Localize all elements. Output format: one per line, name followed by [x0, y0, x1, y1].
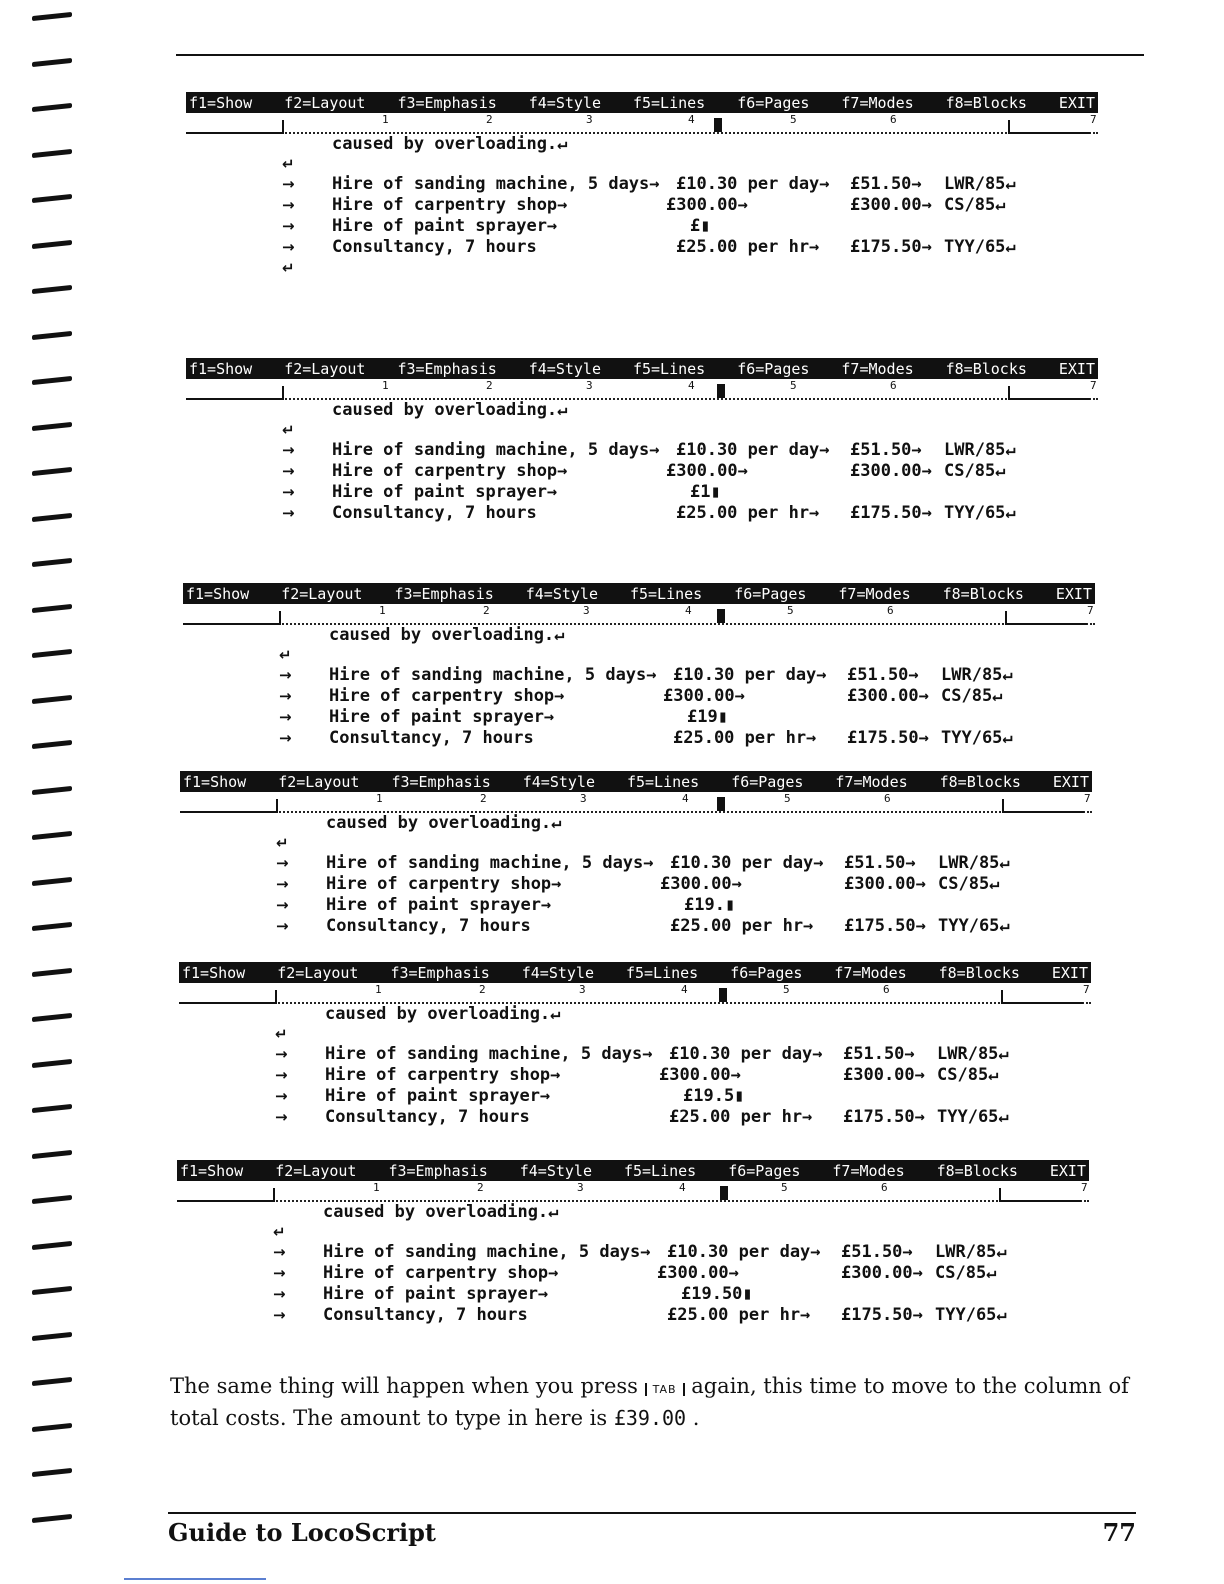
menu-item[interactable]: EXIT	[1051, 963, 1088, 982]
menu-item[interactable]: f2=Layout	[284, 359, 366, 378]
total-value: £175.50→	[841, 1305, 923, 1325]
code-value: LWR/85↵	[937, 1044, 1009, 1064]
ruler-tick-label: 5	[787, 604, 794, 617]
code-value: CS/85↵	[938, 874, 1000, 894]
tab-mark: →	[282, 238, 295, 256]
ruler-cursor	[717, 797, 725, 811]
code-value: TYY/65↵	[944, 503, 1016, 523]
rate-value: £300.00→	[657, 1263, 739, 1283]
margin-mark	[32, 57, 72, 66]
menu-item[interactable]: f6=Pages	[734, 584, 807, 603]
rate-value: £300.00→	[660, 874, 742, 894]
left-margin-marker	[279, 611, 281, 625]
ruler-cursor	[717, 609, 725, 623]
ruler-tick-label: 6	[890, 113, 897, 126]
item-description: Hire of sanding machine, 5 days→	[325, 1044, 653, 1064]
menu-item[interactable]: f1=Show	[180, 1161, 244, 1180]
ruler-tick-label: 4	[682, 792, 689, 805]
item-description: Hire of sanding machine, 5 days→	[332, 174, 660, 194]
code-value: LWR/85↵	[944, 440, 1016, 460]
bottom-accent-rule	[124, 1578, 266, 1580]
item-description: Hire of sanding machine, 5 days→	[326, 853, 654, 873]
tab-mark: →	[282, 217, 295, 235]
item-description: Consultancy, 7 hours	[326, 916, 531, 936]
body-paragraph	[170, 1372, 1150, 1433]
total-value: £300.00→	[850, 461, 932, 481]
total-value: £300.00→	[844, 874, 926, 894]
amount-value: £39.00	[613, 1406, 687, 1430]
tab-mark: →	[282, 175, 295, 193]
ruler-margin-segment	[1001, 1200, 1081, 1202]
item-description: Hire of paint sprayer→	[326, 895, 552, 915]
ruler-margin-segment	[180, 811, 276, 813]
rate-value: £10.30 per day→	[670, 853, 824, 873]
menu-item[interactable]: f3=Emphasis	[397, 93, 497, 112]
margin-mark	[32, 285, 72, 294]
ruler-tick-label: 6	[883, 983, 890, 996]
ruler-margin-segment	[1010, 398, 1090, 400]
heading-line: caused by overloading.↵	[332, 134, 568, 154]
menu-item[interactable]: f7=Modes	[841, 359, 914, 378]
footer-title: Guide to LocoScript	[168, 1518, 436, 1547]
margin-mark	[32, 922, 72, 931]
ruler-tick-label: 3	[583, 604, 590, 617]
return-mark: ↵	[282, 259, 295, 277]
menu-item[interactable]: f1=Show	[183, 772, 247, 791]
menu-item[interactable]: f4=Style	[528, 93, 601, 112]
item-description: Hire of paint sprayer→	[332, 216, 558, 236]
item-description: Hire of sanding machine, 5 days→	[329, 665, 657, 685]
ruler-tick-label: 1	[379, 604, 386, 617]
tab-mark: →	[275, 1108, 288, 1126]
return-mark: ↵	[275, 1025, 288, 1043]
tab-ruler	[180, 793, 1092, 813]
rate-value: £25.00 per hr→	[673, 728, 817, 748]
tab-mark: →	[276, 896, 289, 914]
item-description: Hire of paint sprayer→	[329, 707, 555, 727]
menu-item[interactable]: f1=Show	[189, 359, 253, 378]
function-key-menu-bar	[186, 92, 1098, 113]
margin-mark	[32, 1286, 72, 1295]
ruler-tick-label: 3	[580, 792, 587, 805]
total-value: £175.50→	[847, 728, 929, 748]
menu-item[interactable]: EXIT	[1058, 359, 1095, 378]
ruler-margin-segment	[179, 1002, 275, 1004]
code-value: TYY/65↵	[935, 1305, 1007, 1325]
code-value: LWR/85↵	[941, 665, 1013, 685]
ruler-tick-label: 4	[679, 1181, 686, 1194]
tab-mark: →	[282, 462, 295, 480]
ruler-tick-label: 6	[887, 604, 894, 617]
margin-mark	[32, 785, 72, 794]
tab-ruler	[177, 1182, 1089, 1202]
code-value: CS/85↵	[941, 686, 1003, 706]
margin-mark	[32, 876, 72, 885]
menu-item[interactable]: f7=Modes	[835, 772, 908, 791]
code-value: TYY/65↵	[938, 916, 1010, 936]
ruler-tick-label: 3	[579, 983, 586, 996]
rate-value: £25.00 per hr→	[676, 237, 820, 257]
margin-mark	[32, 967, 72, 976]
menu-item[interactable]: f5=Lines	[632, 359, 706, 378]
tab-mark: →	[282, 483, 295, 501]
menu-item[interactable]: EXIT	[1049, 1161, 1086, 1180]
margin-mark	[32, 194, 72, 203]
menu-item[interactable]: f1=Show	[186, 584, 250, 603]
ruler-cursor	[719, 988, 727, 1002]
menu-item[interactable]: f6=Pages	[737, 93, 810, 112]
item-description: Hire of paint sprayer→	[325, 1086, 551, 1106]
body-text-part: again, this time to move to the column of total costs. The amount to type in here is	[170, 1374, 1129, 1430]
margin-mark	[32, 1513, 72, 1522]
margin-mark	[32, 512, 72, 521]
margin-mark	[32, 558, 72, 567]
return-mark: ↵	[273, 1223, 286, 1241]
page-number: 77	[1102, 1518, 1136, 1547]
ruler-tick-label: 7	[1081, 1181, 1088, 1194]
ruler-cursor	[714, 118, 722, 132]
tab-mark: →	[273, 1264, 286, 1282]
heading-line: caused by overloading.↵	[325, 1004, 561, 1024]
tab-mark: →	[279, 729, 292, 747]
item-description: Consultancy, 7 hours	[332, 237, 537, 257]
menu-item[interactable]: f7=Modes	[834, 963, 907, 982]
ruler-tick-label: 3	[577, 1181, 584, 1194]
margin-mark	[32, 103, 72, 112]
return-mark: ↵	[276, 834, 289, 852]
top-rule	[176, 54, 1144, 56]
margin-mark	[32, 1468, 72, 1477]
total-value: £51.50→	[843, 1044, 915, 1064]
ruler-tick-label: 5	[790, 113, 797, 126]
rate-value: £25.00 per hr→	[669, 1107, 813, 1127]
rate-value: £25.00 per hr→	[670, 916, 814, 936]
total-value: £51.50→	[850, 440, 922, 460]
binding-margin-marks	[26, 0, 86, 1584]
item-description: Hire of carpentry shop→	[332, 195, 568, 215]
menu-item[interactable]: f3=Emphasis	[388, 1161, 488, 1180]
tab-mark: →	[279, 708, 292, 726]
margin-mark	[32, 12, 72, 21]
margin-mark	[32, 694, 72, 703]
margin-mark	[32, 1422, 72, 1431]
menu-item[interactable]: f3=Emphasis	[390, 963, 490, 982]
item-description: Hire of carpentry shop→	[325, 1065, 561, 1085]
ruler-tick-label: 3	[586, 379, 593, 392]
ruler-margin-segment	[183, 623, 279, 625]
ruler-tick-label: 4	[688, 113, 695, 126]
total-value: £175.50→	[844, 916, 926, 936]
margin-mark	[32, 1240, 72, 1249]
margin-mark	[32, 330, 72, 339]
function-key-menu-bar	[180, 771, 1092, 792]
tab-mark: →	[276, 875, 289, 893]
function-key-menu-bar	[179, 962, 1091, 983]
rate-value: £25.00 per hr→	[667, 1305, 811, 1325]
margin-mark	[32, 1331, 72, 1340]
tab-mark: →	[276, 854, 289, 872]
code-value: CS/85↵	[937, 1065, 999, 1085]
typed-amount: £19.▮	[684, 895, 736, 915]
rate-value: £25.00 per hr→	[676, 503, 820, 523]
menu-item[interactable]: f1=Show	[182, 963, 246, 982]
tab-ruler	[183, 605, 1095, 625]
tab-mark: →	[275, 1045, 288, 1063]
return-mark: ↵	[279, 646, 292, 664]
ruler-tick-label: 6	[881, 1181, 888, 1194]
code-value: LWR/85↵	[944, 174, 1016, 194]
ruler-tick-label: 7	[1087, 604, 1094, 617]
typed-amount: £1▮	[690, 482, 721, 502]
left-margin-marker	[282, 120, 284, 134]
code-value: LWR/85↵	[938, 853, 1010, 873]
menu-item[interactable]: f4=Style	[522, 772, 595, 791]
ruler-tick-label: 2	[486, 379, 493, 392]
function-key-menu-bar	[183, 583, 1095, 604]
rate-value: £300.00→	[663, 686, 745, 706]
heading-line: caused by overloading.↵	[332, 400, 568, 420]
total-value: £175.50→	[850, 237, 932, 257]
left-margin-marker	[282, 386, 284, 400]
margin-mark	[32, 603, 72, 612]
ruler-tick-label: 1	[382, 113, 389, 126]
menu-item[interactable]: f3=Emphasis	[394, 584, 494, 603]
rate-value: £300.00→	[666, 461, 748, 481]
code-value: TYY/65↵	[944, 237, 1016, 257]
menu-item[interactable]: f8=Blocks	[938, 963, 1020, 982]
ruler-tick-label: 6	[890, 379, 897, 392]
ruler-tick-label: 4	[688, 379, 695, 392]
menu-item[interactable]: f2=Layout	[275, 1161, 357, 1180]
margin-mark	[32, 148, 72, 157]
tab-ruler	[186, 114, 1098, 134]
menu-item[interactable]: EXIT	[1055, 584, 1092, 603]
menu-item[interactable]: f5=Lines	[626, 772, 700, 791]
item-description: Hire of paint sprayer→	[332, 482, 558, 502]
rate-value: £10.30 per day→	[676, 440, 830, 460]
margin-mark	[32, 740, 72, 749]
tab-mark: →	[282, 196, 295, 214]
margin-mark	[32, 1104, 72, 1113]
total-value: £300.00→	[841, 1263, 923, 1283]
tab-mark: →	[282, 441, 295, 459]
ruler-tick-label: 1	[373, 1181, 380, 1194]
menu-item[interactable]: f7=Modes	[841, 93, 914, 112]
code-value: CS/85↵	[944, 195, 1006, 215]
menu-item[interactable]: f3=Emphasis	[397, 359, 497, 378]
code-value: CS/85↵	[935, 1263, 997, 1283]
margin-mark	[32, 376, 72, 385]
menu-item[interactable]: f5=Lines	[632, 93, 706, 112]
rate-value: £300.00→	[666, 195, 748, 215]
menu-item[interactable]: EXIT	[1052, 772, 1089, 791]
ruler-tick-label: 1	[375, 983, 382, 996]
ruler-cursor	[717, 384, 725, 398]
menu-item[interactable]: f2=Layout	[281, 584, 363, 603]
total-value: £175.50→	[850, 503, 932, 523]
total-value: £300.00→	[850, 195, 932, 215]
left-margin-marker	[276, 799, 278, 813]
ruler-margin-segment	[1010, 132, 1090, 134]
ruler-tick-label: 2	[480, 792, 487, 805]
typed-amount: £19.5▮	[683, 1086, 745, 1106]
menu-item[interactable]: f8=Blocks	[939, 772, 1021, 791]
margin-mark	[32, 1149, 72, 1158]
ruler-tick-label: 5	[790, 379, 797, 392]
typed-amount: £19▮	[687, 707, 728, 727]
menu-item[interactable]: f6=Pages	[737, 359, 810, 378]
tab-mark: →	[273, 1306, 286, 1324]
menu-item[interactable]: f5=Lines	[625, 963, 699, 982]
ruler-margin-segment	[186, 132, 282, 134]
menu-item[interactable]: f6=Pages	[728, 1161, 801, 1180]
ruler-tick-label: 2	[479, 983, 486, 996]
code-value: CS/85↵	[944, 461, 1006, 481]
return-mark: ↵	[282, 421, 295, 439]
ruler-tick-label: 1	[376, 792, 383, 805]
body-text-part: The same thing will happen when you press	[170, 1374, 645, 1398]
total-value: £300.00→	[843, 1065, 925, 1085]
tab-mark: →	[276, 917, 289, 935]
heading-line: caused by overloading.↵	[329, 625, 565, 645]
menu-item[interactable]: f3=Emphasis	[391, 772, 491, 791]
rate-value: £10.30 per day→	[676, 174, 830, 194]
menu-item[interactable]: f8=Blocks	[936, 1161, 1018, 1180]
ruler-tick-label: 2	[483, 604, 490, 617]
ruler-tick-label: 7	[1084, 792, 1091, 805]
menu-item[interactable]: f4=Style	[521, 963, 594, 982]
ruler-tick-label: 5	[783, 983, 790, 996]
code-value: LWR/85↵	[935, 1242, 1007, 1262]
total-value: £51.50→	[844, 853, 916, 873]
menu-item[interactable]: f6=Pages	[730, 963, 803, 982]
ruler-cursor	[720, 1186, 728, 1200]
margin-mark	[32, 1058, 72, 1067]
total-value: £51.50→	[841, 1242, 913, 1262]
code-value: TYY/65↵	[941, 728, 1013, 748]
menu-item[interactable]: f6=Pages	[731, 772, 804, 791]
tab-ruler	[186, 380, 1098, 400]
margin-mark	[32, 239, 72, 248]
margin-mark	[32, 421, 72, 430]
body-text-end: .	[686, 1406, 700, 1430]
item-description: Hire of carpentry shop→	[329, 686, 565, 706]
left-margin-marker	[275, 990, 277, 1004]
ruler-margin-segment	[1007, 623, 1087, 625]
tab-mark: →	[273, 1285, 286, 1303]
menu-item[interactable]: f7=Modes	[832, 1161, 905, 1180]
tab-mark: →	[282, 504, 295, 522]
total-value: £51.50→	[847, 665, 919, 685]
heading-line: caused by overloading.↵	[323, 1202, 559, 1222]
menu-item[interactable]: f8=Blocks	[945, 93, 1027, 112]
menu-item[interactable]: f4=Style	[525, 584, 598, 603]
margin-mark	[32, 1195, 72, 1204]
menu-item[interactable]: f1=Show	[189, 93, 253, 112]
ruler-tick-label: 4	[681, 983, 688, 996]
margin-mark	[32, 467, 72, 476]
typed-amount: £▮	[690, 216, 711, 236]
ruler-tick-label: 7	[1083, 983, 1090, 996]
menu-item[interactable]: f5=Lines	[629, 584, 703, 603]
ruler-tick-label: 6	[884, 792, 891, 805]
code-value: TYY/65↵	[937, 1107, 1009, 1127]
rate-value: £300.00→	[659, 1065, 741, 1085]
item-description: Hire of paint sprayer→	[323, 1284, 549, 1304]
rate-value: £10.30 per day→	[673, 665, 827, 685]
rate-value: £10.30 per day→	[669, 1044, 823, 1064]
margin-mark	[32, 1377, 72, 1386]
ruler-tick-label: 1	[382, 379, 389, 392]
menu-item[interactable]: EXIT	[1058, 93, 1095, 112]
footer-rule	[168, 1512, 1136, 1514]
menu-item[interactable]: f5=Lines	[623, 1161, 697, 1180]
heading-line: caused by overloading.↵	[326, 813, 562, 833]
tab-mark: →	[273, 1243, 286, 1261]
tab-key-label: TAB	[645, 1383, 685, 1396]
item-description: Hire of sanding machine, 5 days→	[332, 440, 660, 460]
tab-mark: →	[275, 1087, 288, 1105]
menu-item[interactable]: f8=Blocks	[945, 359, 1027, 378]
function-key-menu-bar	[186, 358, 1098, 379]
tab-mark: →	[279, 666, 292, 684]
item-description: Consultancy, 7 hours	[329, 728, 534, 748]
left-margin-marker	[273, 1188, 275, 1202]
margin-mark	[32, 831, 72, 840]
item-description: Consultancy, 7 hours	[325, 1107, 530, 1127]
margin-mark	[32, 649, 72, 658]
menu-item[interactable]: f7=Modes	[838, 584, 911, 603]
ruler-tick-label: 4	[685, 604, 692, 617]
ruler-tick-label: 7	[1090, 379, 1097, 392]
ruler-margin-segment	[186, 398, 282, 400]
ruler-margin-segment	[177, 1200, 273, 1202]
total-value: £51.50→	[850, 174, 922, 194]
ruler-tick-label: 5	[781, 1181, 788, 1194]
function-key-menu-bar	[177, 1160, 1089, 1181]
item-description: Hire of carpentry shop→	[323, 1263, 559, 1283]
ruler-tick-label: 7	[1090, 113, 1097, 126]
menu-item[interactable]: f4=Style	[528, 359, 601, 378]
total-value: £175.50→	[843, 1107, 925, 1127]
ruler-tick-label: 2	[486, 113, 493, 126]
menu-item[interactable]: f4=Style	[519, 1161, 592, 1180]
total-value: £300.00→	[847, 686, 929, 706]
item-description: Consultancy, 7 hours	[323, 1305, 528, 1325]
ruler-tick-label: 3	[586, 113, 593, 126]
menu-item[interactable]: f2=Layout	[284, 93, 366, 112]
menu-item[interactable]: f8=Blocks	[942, 584, 1024, 603]
tab-ruler	[179, 984, 1091, 1004]
ruler-margin-segment	[1004, 811, 1084, 813]
item-description: Hire of sanding machine, 5 days→	[323, 1242, 651, 1262]
margin-mark	[32, 1013, 72, 1022]
ruler-margin-segment	[1003, 1002, 1083, 1004]
rate-value: £10.30 per day→	[667, 1242, 821, 1262]
menu-item[interactable]: f2=Layout	[277, 963, 359, 982]
tab-mark: →	[279, 687, 292, 705]
menu-item[interactable]: f2=Layout	[278, 772, 360, 791]
typed-amount: £19.50▮	[681, 1284, 753, 1304]
ruler-tick-label: 2	[477, 1181, 484, 1194]
item-description: Consultancy, 7 hours	[332, 503, 537, 523]
ruler-tick-label: 5	[784, 792, 791, 805]
tab-mark: →	[275, 1066, 288, 1084]
return-mark: ↵	[282, 155, 295, 173]
item-description: Hire of carpentry shop→	[332, 461, 568, 481]
item-description: Hire of carpentry shop→	[326, 874, 562, 894]
